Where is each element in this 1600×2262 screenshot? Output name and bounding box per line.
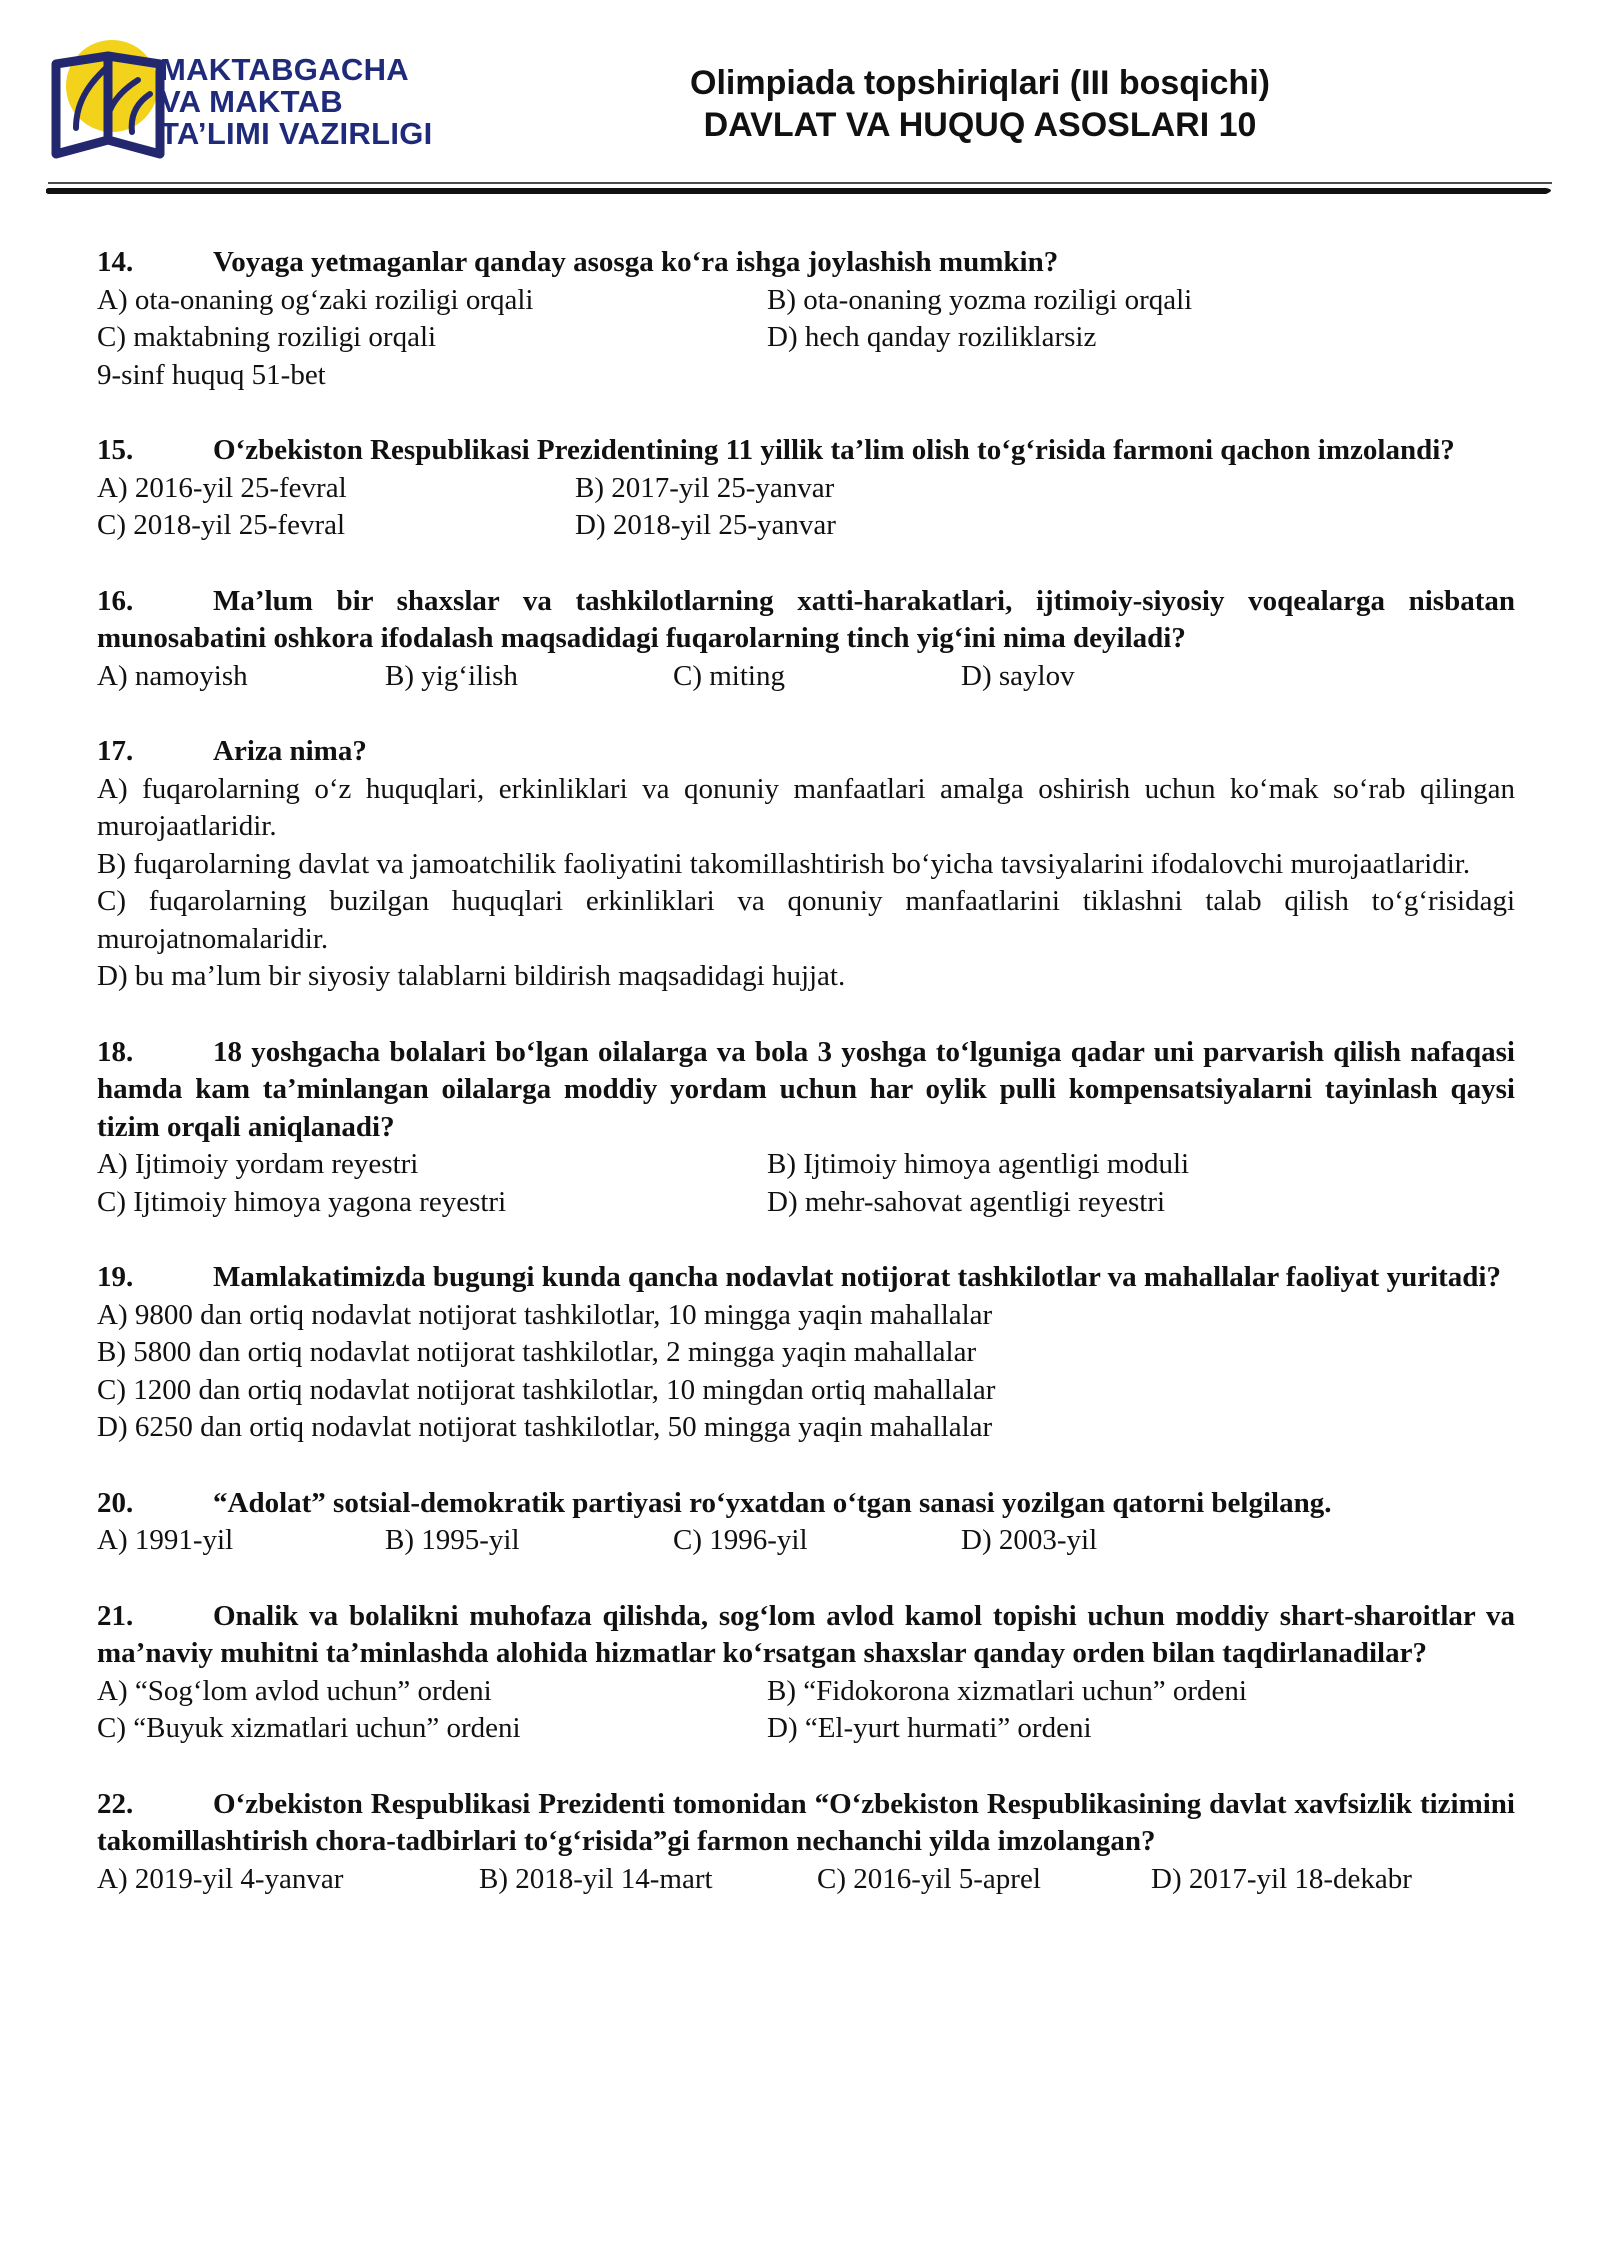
answer-option: C) 2018-yil 25-fevral <box>97 509 346 541</box>
question-21 <box>97 1598 1515 1748</box>
answer-option: D) 2017-yil 18-dekabr <box>1151 1862 1412 1895</box>
answer-option: B) 1995-yil <box>385 1524 520 1556</box>
question-number: 22. <box>97 1787 134 1820</box>
question-number: 19. <box>97 1261 134 1293</box>
question-text <box>97 1034 1515 1147</box>
question-18 <box>97 1034 1515 1222</box>
answer-option: D) 6250 dan ortiq nodavlat notijorat tashkilotlar, 50 mingga yaqin mahallalar <box>97 1411 993 1443</box>
answer-options <box>97 1673 1515 1748</box>
question-number: 16. <box>97 584 134 617</box>
answer-option: B) yig‘ilish <box>385 659 518 692</box>
answer-option: A) 2019-yil 4-yanvar <box>97 1862 344 1895</box>
question-prompt: Voyaga yetmaganlar qanday asosga ko‘ra ishga joylashish mumkin? <box>213 246 1059 278</box>
answer-option: D) hech qanday roziliklarsiz <box>767 321 1097 353</box>
question-text <box>97 733 1515 771</box>
question-number: 14. <box>97 246 134 278</box>
answer-option: C) miting <box>673 659 785 692</box>
question-prompt: 18 yoshgacha bolalari bo‘lgan oilalarga va bola 3 yoshga to‘lguniga qadar uni parvarish qilish nafaqasi hamda kam ta’minlangan oilalarga moddiy yordam uchun har oylik pulli kompensatsiyalarni tayinlash qaysi tizim orqali aniqlanadi? <box>97 1035 1515 1143</box>
question-prompt: Ma’lum bir shaxslar va tashkilotlarning xatti-harakatlari, ijtimoiy-siyosiy voqealarga nisbatan munosabatini oshkora ifodalash maqsadidagi fuqarolarning tinch yig‘ini nima deyiladi? <box>97 584 1515 654</box>
question-text <box>97 432 1515 470</box>
answer-options <box>97 1297 1515 1447</box>
question-prompt: Ariza nima? <box>213 735 367 767</box>
answer-option: C) Ijtimoiy himoya yagona reyestri <box>97 1185 507 1218</box>
question-text <box>97 1485 1515 1523</box>
answer-options <box>97 1522 1515 1560</box>
question-15 <box>97 432 1515 545</box>
answer-option: A) 1991-yil <box>97 1524 234 1556</box>
document-title-line-1: Olimpiada topshiriqlari (III bosqichi) <box>690 64 1270 102</box>
answer-option: B) “Fidokorona xizmatlari uchun” ordeni <box>767 1674 1247 1707</box>
answer-option: B) 2017-yil 25-yanvar <box>575 471 835 504</box>
answer-option: D) “El-yurt hurmati” ordeni <box>767 1712 1092 1744</box>
header-divider <box>46 180 1558 200</box>
question-text <box>97 1786 1515 1861</box>
question-16 <box>97 583 1515 696</box>
ministry-logo-icon <box>46 36 170 168</box>
answer-option: A) ota-onaning og‘zaki roziligi orqali <box>97 283 534 316</box>
question-20 <box>97 1485 1515 1560</box>
question-19 <box>97 1259 1515 1447</box>
answer-options <box>97 1861 1515 1899</box>
answer-option: D) mehr-sahovat agentligi reyestri <box>767 1185 1166 1218</box>
answer-option: B) 5800 dan ortiq nodavlat notijorat tashkilotlar, 2 mingga yaqin mahallalar <box>97 1336 977 1368</box>
question-number: 20. <box>97 1486 134 1519</box>
answer-options <box>97 470 1515 545</box>
answer-option: D) 2018-yil 25-yanvar <box>575 509 836 541</box>
answer-option: D) saylov <box>961 659 1075 692</box>
question-17 <box>97 733 1515 996</box>
answer-option: C) 2016-yil 5-aprel <box>817 1862 1041 1895</box>
answer-option: A) namoyish <box>97 659 248 692</box>
document-title-line-2: DAVLAT VA HUQUQ ASOSLARI 10 <box>703 106 1257 144</box>
question-22 <box>97 1786 1515 1899</box>
question-prompt: “Adolat” sotsial-demokratik partiyasi ro‘yxatdan o‘tgan sanasi yozilgan qatorni belgilang. <box>213 1486 1332 1519</box>
answer-options <box>97 282 1515 357</box>
question-text <box>97 583 1515 658</box>
answer-option: A) fuqarolarning o‘z huquqlari, erkinliklari va qonuniy manfaatlari amalga oshirish uchun ko‘mak so‘rab qilingan murojaatlaridir. <box>97 772 1515 842</box>
question-prompt: O‘zbekiston Respublikasi Prezidenti tomonidan “O‘zbekiston Respublikasining davlat xavfsizlik tizimini takomillashtirish chora-tadbirlari to‘g‘risida”gi farmon nechanchi yilda imzolangan? <box>97 1787 1515 1857</box>
question-number: 15. <box>97 434 134 466</box>
answer-option: A) 9800 dan ortiq nodavlat notijorat tashkilotlar, 10 mingga yaqin mahallalar <box>97 1298 993 1331</box>
answer-option: C) fuqarolarning buzilgan huquqlari erkinliklari va qonuniy manfaatlarini tiklashni talab qilish to‘g‘risidagi murojatnomalaridir. <box>97 885 1515 955</box>
answer-option: B) fuqarolarning davlat va jamoatchilik faoliyatini takomillashtirish bo‘yicha tavsiyalarini ifodalovchi murojaatlaridir. <box>97 847 1471 880</box>
question-14 <box>97 244 1515 394</box>
page-header <box>0 0 1600 200</box>
answer-option: C) 1996-yil <box>673 1524 808 1556</box>
ministry-name-line: VA MAKTAB <box>160 84 343 119</box>
answer-option: A) “Sog‘lom avlod uchun” ordeni <box>97 1674 492 1707</box>
answer-option: D) 2003-yil <box>961 1524 1098 1556</box>
answer-option: B) ota-onaning yozma roziligi orqali <box>767 283 1193 316</box>
answer-option: C) “Buyuk xizmatlari uchun” ordeni <box>97 1712 521 1744</box>
question-text <box>97 244 1515 282</box>
document-title <box>560 62 1400 146</box>
answer-options <box>97 1146 1515 1221</box>
answer-options <box>97 771 1515 996</box>
answer-option: B) 2018-yil 14-mart <box>479 1862 713 1895</box>
answer-option: C) maktabning roziligi orqali <box>97 321 437 353</box>
question-number: 21. <box>97 1599 134 1632</box>
ministry-name <box>160 54 433 150</box>
question-number: 18. <box>97 1035 134 1068</box>
source-note: 9-sinf huquq 51-bet <box>97 358 326 391</box>
question-list <box>97 244 1515 1936</box>
ministry-name-line: MAKTABGACHA <box>160 52 409 87</box>
question-text <box>97 1259 1515 1297</box>
answer-option: D) bu ma’lum bir siyosiy talablarni bildirish maqsadidagi hujjat. <box>97 960 846 992</box>
answer-option: A) 2016-yil 25-fevral <box>97 471 347 504</box>
answer-option: A) Ijtimoiy yordam reyestri <box>97 1148 419 1180</box>
question-number: 17. <box>97 735 134 767</box>
answer-options <box>97 658 1515 696</box>
question-prompt: O‘zbekiston Respublikasi Prezidentining 11 yillik ta’lim olish to‘g‘risida farmoni qachon imzolandi? <box>213 434 1455 466</box>
question-prompt: Mamlakatimizda bugungi kunda qancha nodavlat notijorat tashkilotlar va mahallalar faoliyat yuritadi? <box>213 1261 1501 1293</box>
answer-option: B) Ijtimoiy himoya agentligi moduli <box>767 1148 1190 1180</box>
question-prompt: Onalik va bolalikni muhofaza qilishda, sog‘lom avlod kamol topishi uchun moddiy shart-sharoitlar va ma’naviy muhitni ta’minlashda alohida hizmatlar ko‘rsatgan shaxslar qanday orden bilan taqdirlanadilar? <box>97 1599 1515 1669</box>
ministry-name-line: TA’LIMI VAZIRLIGI <box>160 116 433 151</box>
answer-option: C) 1200 dan ortiq nodavlat notijorat tashkilotlar, 10 mingdan ortiq mahallalar <box>97 1373 996 1406</box>
question-text <box>97 1598 1515 1673</box>
